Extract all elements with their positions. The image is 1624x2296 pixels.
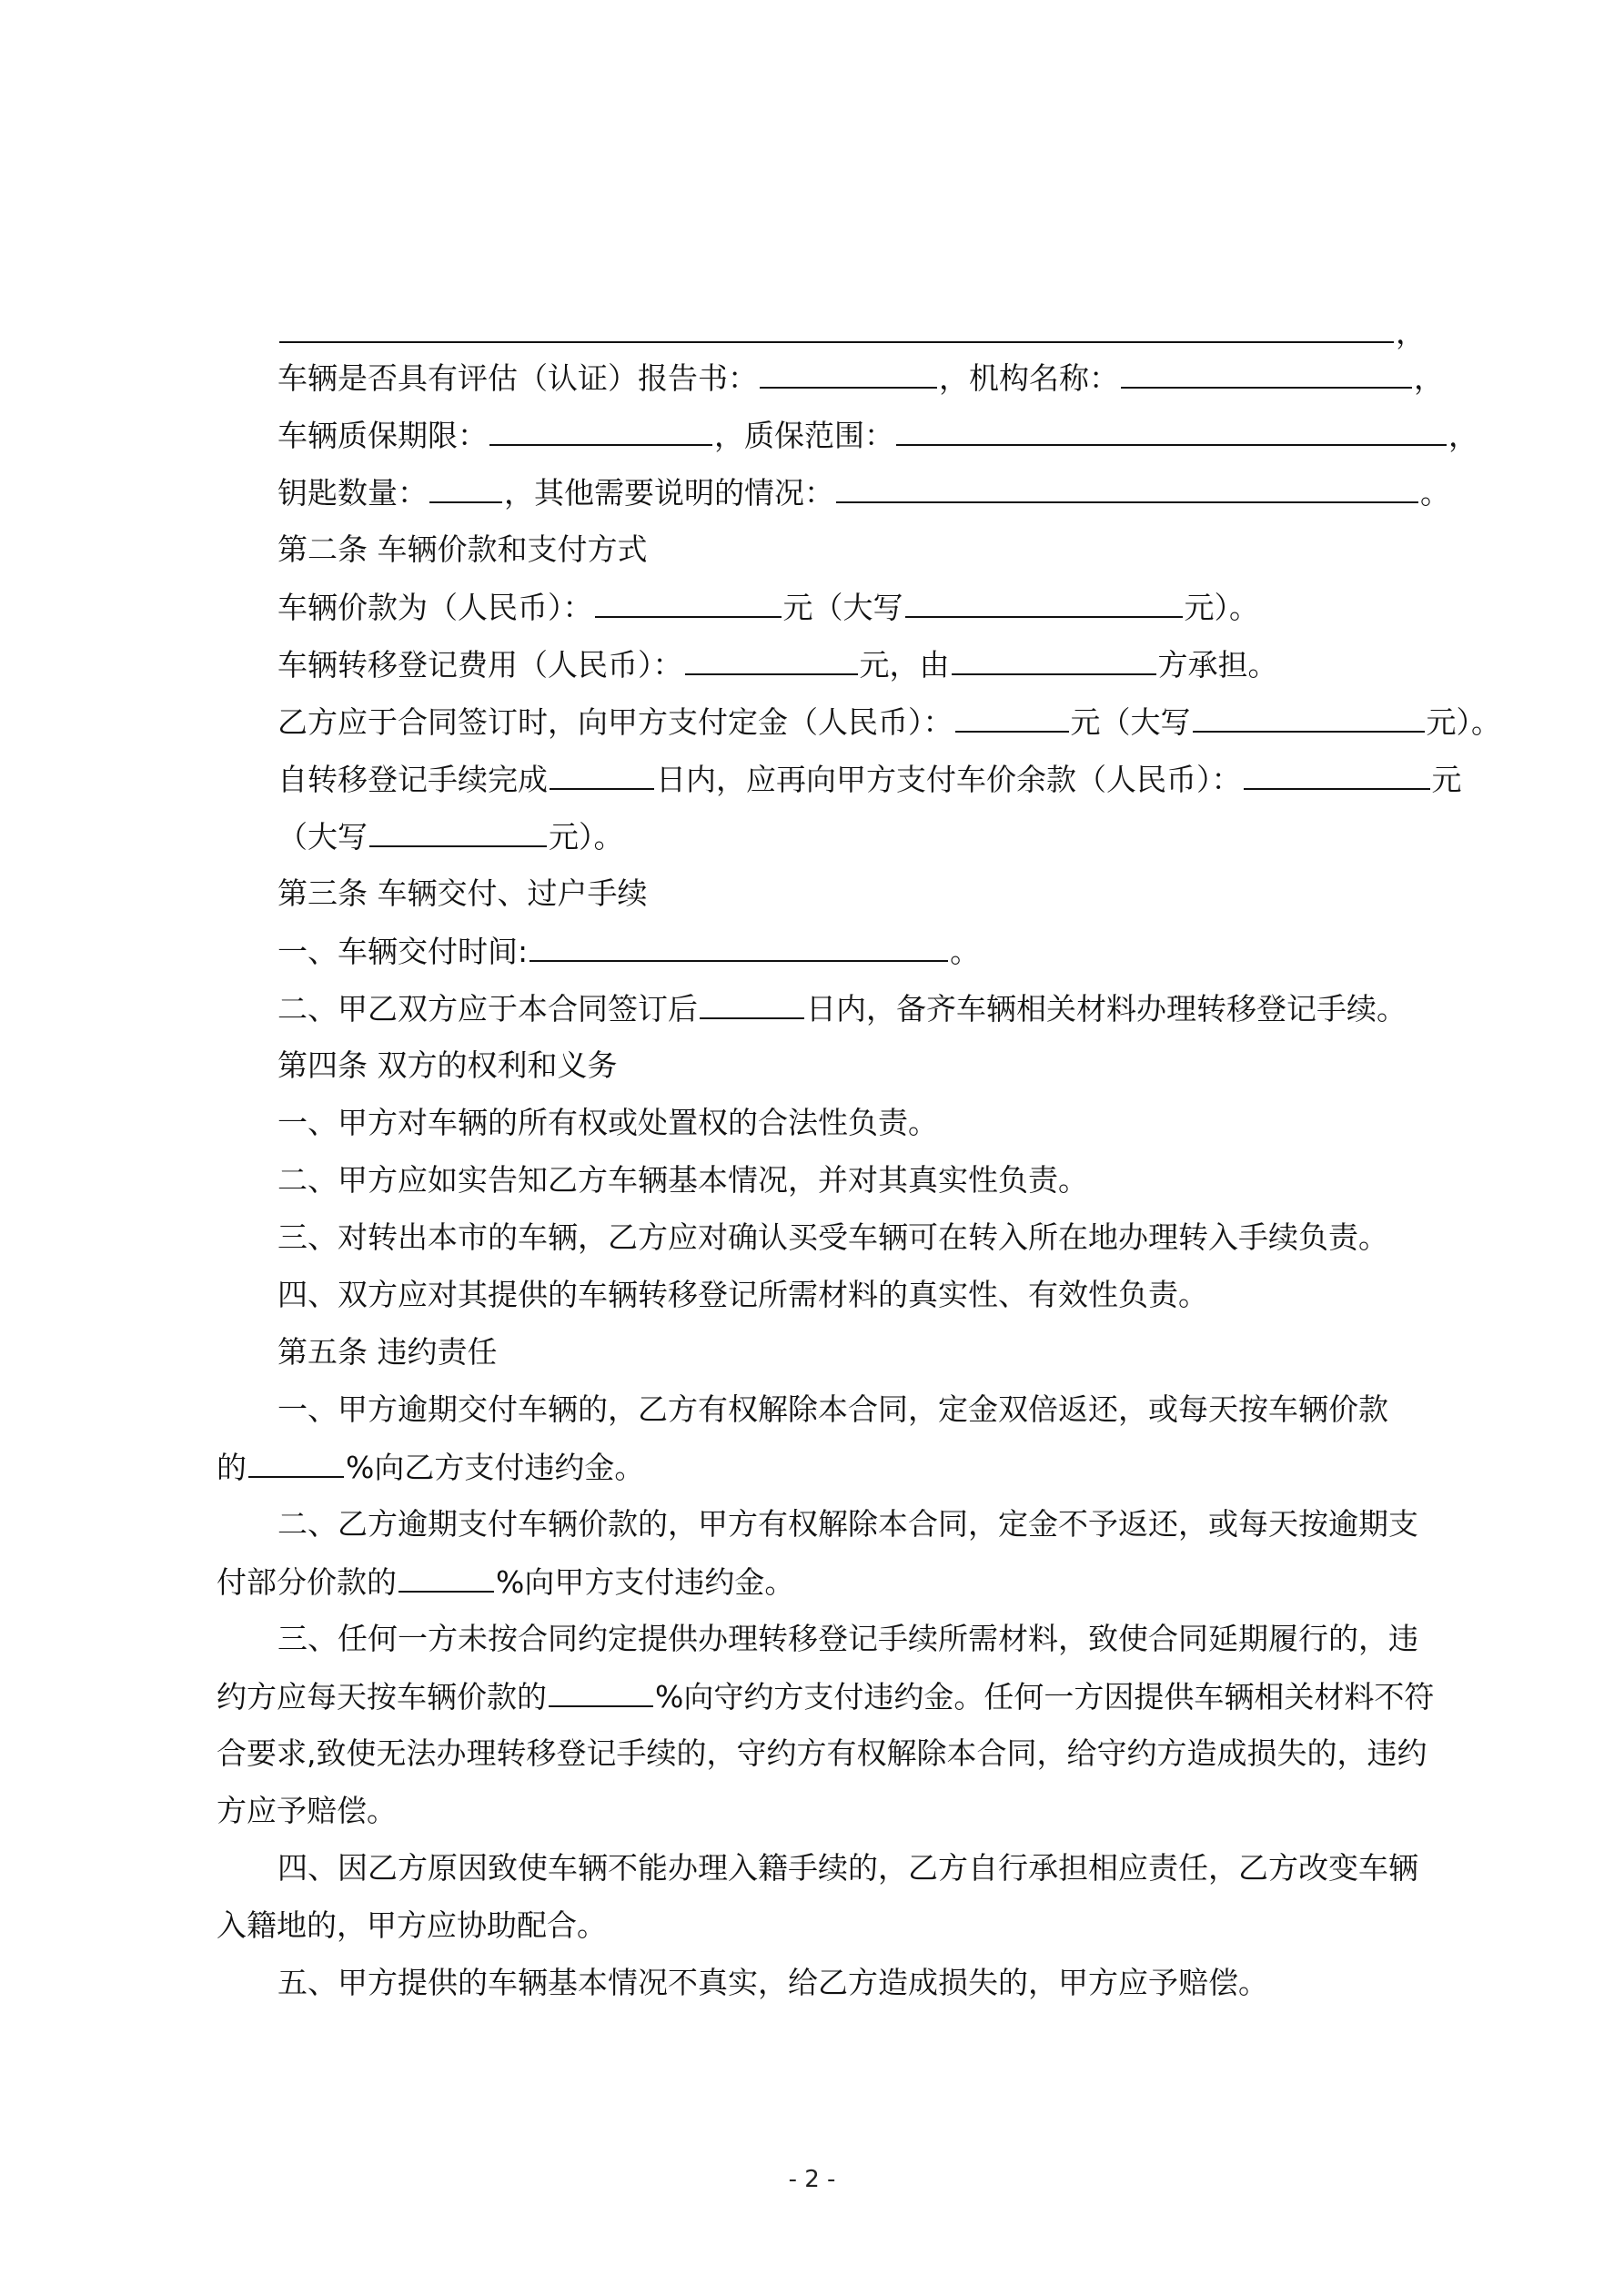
text: 。 — [950, 934, 981, 969]
text: ，质保范围： — [714, 418, 894, 453]
clause-5-1-line2 — [217, 1449, 644, 1486]
clause-5-4-line1: 四、因乙方原因致使车辆不能办理入籍手续的，乙方自行承担相应责任，乙方改变车辆 — [277, 1850, 1418, 1886]
text: 日内，应再向甲方支付车价余款（人民币）： — [656, 762, 1242, 797]
clause-5-3-line2 — [217, 1678, 1434, 1715]
fill-blank — [549, 1678, 653, 1707]
text: 车辆是否具有评估（认证）报告书： — [277, 360, 758, 396]
article-3-heading: 第三条 车辆交付、过户手续 — [277, 875, 648, 911]
line-price — [277, 589, 1259, 626]
fill-blank — [429, 474, 502, 503]
clause-4-4: 四、双方应对其提供的车辆转移登记所需材料的真实性、有效性负责。 — [277, 1277, 1208, 1312]
fill-blank — [760, 359, 937, 389]
text: 车辆质保期限： — [277, 418, 488, 453]
fill-blank — [595, 589, 782, 618]
page-number: - 2 - — [788, 2166, 836, 2193]
fill-blank — [952, 646, 1156, 675]
text: 乙方应于合同签订时，向甲方支付定金（人民币）： — [277, 704, 953, 740]
text: ，机构名称： — [939, 360, 1119, 396]
clause-4-1: 一、甲方对车辆的所有权或处置权的合法性负责。 — [277, 1105, 938, 1140]
text: 元）。 — [549, 819, 624, 855]
text: ， — [1414, 360, 1444, 396]
fill-blank — [685, 646, 858, 675]
text: 车辆价款为（人民币）： — [277, 590, 593, 625]
fill-blank — [1244, 761, 1430, 790]
fill-blank — [248, 1449, 344, 1478]
text: 日内，备齐车辆相关材料办理转移登记手续。 — [806, 991, 1407, 1027]
text: 约方应每天按车辆价款的 — [217, 1679, 547, 1714]
text: 。 — [1420, 475, 1450, 511]
clause-4-3: 三、对转出本市的车辆，乙方应对确认买受车辆可在转入所在地办理转入手续负责。 — [277, 1219, 1388, 1255]
text: 一、车辆交付时间: — [277, 934, 529, 969]
line-prepare-materials — [277, 990, 1407, 1027]
fill-blank — [700, 990, 804, 1019]
text: %向甲方支付违约金。 — [496, 1564, 795, 1600]
fill-blank — [398, 1563, 494, 1593]
text: 元）。 — [1184, 590, 1259, 625]
article-2-heading: 第二条 车辆价款和支付方式 — [277, 531, 648, 567]
clause-5-4-line2: 入籍地的，甲方应协助配合。 — [217, 1907, 607, 1943]
fill-blank — [955, 703, 1069, 733]
text: 付部分价款的 — [217, 1564, 397, 1600]
fill-blank — [836, 474, 1418, 503]
line-deposit — [277, 703, 1501, 741]
line-transfer-fee — [277, 646, 1278, 683]
text: 二、甲乙双方应于本合同签订后 — [277, 991, 698, 1027]
line-warranty — [277, 417, 1478, 454]
text: 元（大写 — [1070, 704, 1191, 740]
text: ， — [1396, 315, 1426, 350]
text: 元（大写 — [782, 590, 903, 625]
clause-5-3-line3: 合要求,致使无法办理转移登记手续的，守约方有权解除本合同，给守约方造成损失的，违约 — [217, 1735, 1427, 1771]
line-keys — [277, 474, 1450, 511]
clause-4-2: 二、甲方应如实告知乙方车辆基本情况，并对其真实性负责。 — [277, 1162, 1088, 1198]
fill-blank — [550, 761, 654, 790]
text: 的 — [217, 1450, 247, 1485]
fill-blank — [1121, 359, 1412, 389]
text: 元，由 — [859, 647, 950, 683]
clause-5-3-line1: 三、任何一方未按合同约定提供办理转移登记手续所需材料，致使合同延期履行的，违 — [277, 1621, 1418, 1656]
fill-blank — [489, 417, 712, 446]
fill-blank — [530, 933, 948, 962]
line-blank-continuation — [277, 314, 1426, 351]
text: ， — [1448, 418, 1478, 453]
line-report — [277, 359, 1444, 397]
text: %向乙方支付违约金。 — [346, 1450, 645, 1485]
fill-blank — [279, 314, 1394, 343]
line-delivery-time — [277, 933, 980, 970]
fill-blank — [1193, 703, 1425, 733]
text: 元 — [1431, 762, 1462, 797]
fill-blank — [905, 589, 1183, 618]
fill-blank — [896, 417, 1447, 446]
clause-5-5: 五、甲方提供的车辆基本情况不真实，给乙方造成损失的，甲方应予赔偿。 — [277, 1965, 1268, 2000]
text: 自转移登记手续完成 — [277, 762, 548, 797]
fill-blank — [369, 818, 547, 847]
clause-5-1-line1: 一、甲方逾期交付车辆的，乙方有权解除本合同，定金双倍返还，或每天按车辆价款 — [277, 1391, 1388, 1427]
text: 元）。 — [1426, 704, 1501, 740]
clause-5-2-line1: 二、乙方逾期支付车辆价款的，甲方有权解除本合同，定金不予返还，或每天按逾期支 — [277, 1506, 1418, 1542]
text: %向守约方支付违约金。任何一方因提供车辆相关材料不符 — [655, 1679, 1435, 1714]
text: 方承担。 — [1157, 647, 1278, 683]
text: 车辆转移登记费用（人民币）： — [277, 647, 683, 683]
article-5-heading: 第五条 违约责任 — [277, 1334, 498, 1370]
text: （大写 — [277, 819, 368, 855]
article-4-heading: 第四条 双方的权利和义务 — [277, 1047, 618, 1083]
line-balance — [277, 761, 1462, 798]
clause-5-2-line2 — [217, 1563, 794, 1601]
clause-5-3-line4: 方应予赔偿。 — [217, 1793, 397, 1828]
line-balance-capital — [277, 818, 624, 855]
text: ，其他需要说明的情况： — [504, 475, 834, 511]
text: 钥匙数量： — [277, 475, 428, 511]
